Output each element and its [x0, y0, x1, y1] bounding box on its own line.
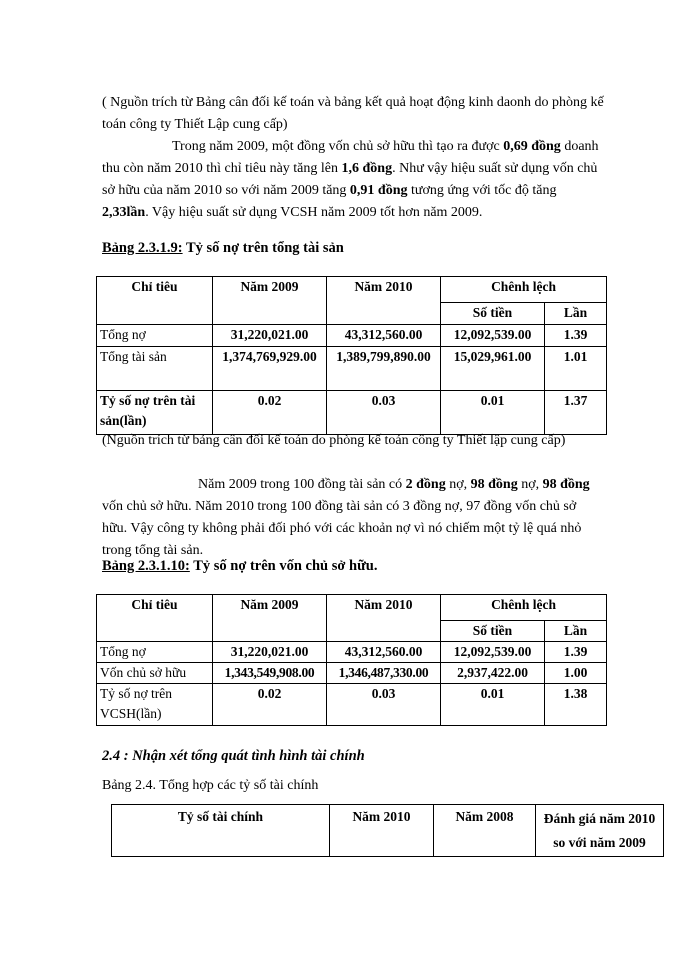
header-so-tien: Số tiền	[441, 303, 545, 325]
cell-2009: 1,374,769,929.00	[213, 347, 327, 391]
caption-title: Tỷ số nợ trên vốn chủ sở hữu.	[189, 558, 378, 574]
table-row	[97, 391, 607, 435]
table3-caption: Bảng 2.4. Tổng hợp các tỷ số tài chính	[102, 778, 319, 793]
text: Trong năm 2009, một đồng vốn chủ sở hữu thì tạo ra được	[172, 139, 504, 154]
header-lan: Lần	[545, 621, 607, 642]
table-row	[97, 325, 607, 347]
cell-diff: 0.01	[441, 684, 545, 726]
paragraph-1	[102, 136, 604, 224]
cell-2009: 0.02	[213, 684, 327, 726]
cell-times: 1.38	[545, 684, 607, 726]
cell-times: 1.01	[545, 347, 607, 391]
cell-2009: 0.02	[213, 391, 327, 435]
header-2009: Năm 2009	[213, 277, 327, 325]
header-2009: Năm 2009	[213, 595, 327, 642]
table-header-row	[112, 805, 664, 857]
caption-number: Bảng 2.3.1.10:	[102, 558, 190, 574]
cell-2010: 0.03	[327, 391, 441, 435]
caption-title: Tỷ số nợ trên tổng tài sản	[182, 240, 344, 256]
row-label: Tỷ số nợ trên VCSH(lần)	[97, 684, 213, 726]
table-header-row	[97, 277, 607, 303]
cell-2009: 1,343,549,908.00	[213, 663, 327, 684]
cell-2010: 1,346,487,330.00	[327, 663, 441, 684]
header-2010: Năm 2010	[327, 595, 441, 642]
cell-diff: 0.01	[441, 391, 545, 435]
section-heading: 2.4 : Nhận xét tổng quát tình hình tài chính	[102, 748, 365, 764]
row-label: Tỷ số nợ trên tài sản(lần)	[97, 391, 213, 435]
cell-2010: 0.03	[327, 684, 441, 726]
cell-2010: 43,312,560.00	[327, 325, 441, 347]
table-row	[97, 663, 607, 684]
bold-text: 0,69 đồng	[503, 139, 561, 154]
cell-times: 1.39	[545, 325, 607, 347]
header-lan: Lần	[545, 303, 607, 325]
table1-caption	[102, 238, 344, 258]
table-debt-to-equity	[96, 594, 607, 726]
header-ty-so: Tỷ số tài chính	[112, 805, 330, 857]
table-financial-ratios	[111, 804, 664, 857]
header-2010: Năm 2010	[330, 805, 434, 857]
header-2008: Năm 2008	[434, 805, 536, 857]
text: . Như vậy hiệu suất sử dụng vốn chủ sở hữu của năm 2010 so với năm 2009 tăng	[102, 161, 598, 198]
text: Năm 2009 trong 100 đồng tài sản có	[198, 477, 406, 492]
header-chi-tieu: Chỉ tiêu	[97, 277, 213, 325]
text: doanh thu còn năm 2010 thì chỉ tiêu này tăng lên	[102, 139, 599, 176]
bold-text: 1,6 đồng	[341, 161, 393, 176]
text: tương ứng với tốc độ tăng	[407, 183, 557, 198]
header-danh-gia: Đánh giá năm 2010 so với năm 2009	[536, 805, 664, 857]
source-note-2: (Nguồn trích từ bảng cân đối kế toán do phòng kế toán công ty Thiết lập cung cấp)	[102, 433, 566, 448]
cell-2010: 1,389,799,890.00	[327, 347, 441, 391]
header-2010: Năm 2010	[327, 277, 441, 325]
text: nợ,	[445, 477, 471, 492]
cell-diff: 12,092,539.00	[441, 325, 545, 347]
cell-diff: 15,029,961.00	[441, 347, 545, 391]
bold-text: 98 đồng	[470, 477, 518, 492]
table-row	[97, 347, 607, 391]
row-label: Tổng tài sản	[97, 347, 213, 391]
header-chi-tieu: Chỉ tiêu	[97, 595, 213, 642]
header-so-tien: Số tiền	[441, 621, 545, 642]
row-label: Tổng nợ	[97, 642, 213, 663]
bold-text: 0,91 đồng	[349, 183, 408, 198]
header-chenh-lech: Chênh lệch	[441, 277, 607, 303]
text: . Vậy hiệu suất sử dụng VCSH năm 2009 tốt hơn năm 2009.	[145, 205, 483, 220]
caption-number: Bảng 2.3.1.9:	[102, 240, 183, 256]
text: nợ,	[517, 477, 543, 492]
header-chenh-lech: Chênh lệch	[441, 595, 607, 621]
cell-2009: 31,220,021.00	[213, 642, 327, 663]
bold-text: 98 đồng	[542, 477, 590, 492]
cell-times: 1.00	[545, 663, 607, 684]
cell-diff: 12,092,539.00	[441, 642, 545, 663]
table-row	[97, 642, 607, 663]
cell-2010: 43,312,560.00	[327, 642, 441, 663]
table2-caption	[102, 556, 378, 576]
text: vốn chủ sở hữu. Năm 2010 trong 100 đồng tài sản có 3 đồng nợ, 97 đồng vốn chủ sở hữu. Vậy công ty không phải đối phó với các khoản nợ vì nó chiếm một tỷ lệ quá nhỏ trong tổng tài sản.	[102, 499, 582, 558]
cell-2009: 31,220,021.00	[213, 325, 327, 347]
cell-times: 1.39	[545, 642, 607, 663]
bold-text: 2 đồng	[405, 477, 446, 492]
source-note-1: ( Nguồn trích từ Bảng cân đối kế toán và bảng kết quả hoạt động kinh daonh do phòng kế toán công ty Thiết Lập cung cấp)	[102, 95, 604, 132]
table-row	[97, 684, 607, 726]
paragraph-2	[102, 474, 604, 562]
row-label: Vốn chủ sở hữu	[97, 663, 213, 684]
row-label: Tổng nợ	[97, 325, 213, 347]
bold-text: 2,33lần	[102, 205, 146, 220]
cell-diff: 2,937,422.00	[441, 663, 545, 684]
cell-times: 1.37	[545, 391, 607, 435]
table-header-row	[97, 595, 607, 621]
table-debt-to-assets	[96, 276, 607, 435]
